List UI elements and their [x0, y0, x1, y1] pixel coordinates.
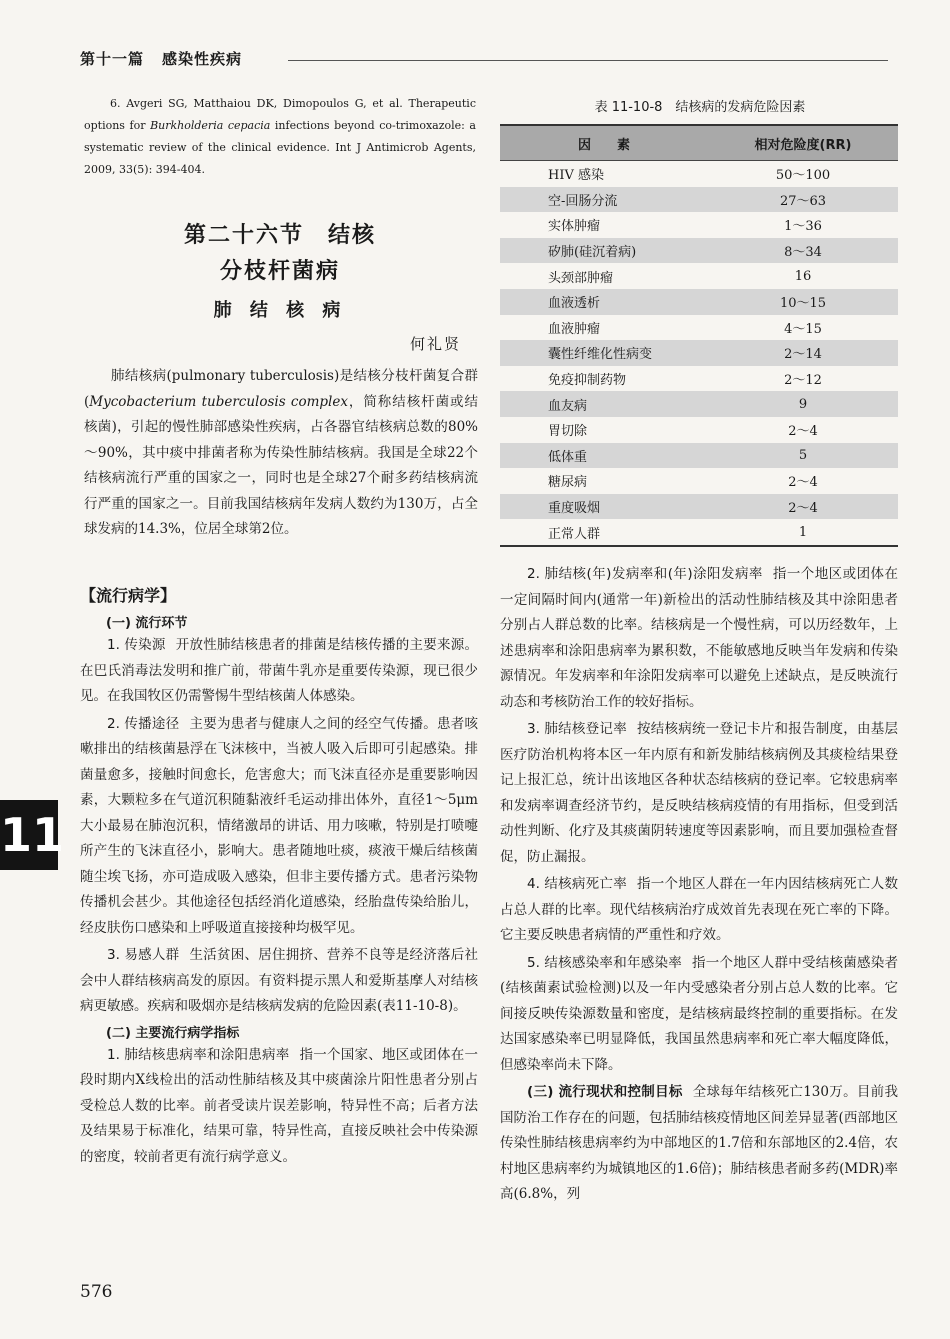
page-number: 576: [80, 1282, 113, 1302]
lead-susceptible: 3. 易感人群: [107, 947, 180, 963]
paragraph-transmission-route: [80, 712, 478, 942]
col-rr-header: 相对危险度(RR): [708, 125, 898, 161]
factor-cell: 头颈部肿瘤: [548, 270, 614, 286]
factor-cell: 重度吸烟: [500, 494, 708, 520]
lead-registration: 3. 肺结核登记率: [527, 721, 627, 737]
intro-paragraph: [84, 364, 478, 543]
paragraph-registration: [500, 717, 898, 870]
lead-infection-rate: 5. 结核感染率和年感染率: [527, 954, 682, 971]
left-column-epidemiology: [80, 583, 478, 1170]
intro-part2: ，简称结核杆菌或结核菌)，引起的慢性肺部感染性疾病，占各器官结核病总数的80%～90%，其中痰中排菌者称为传染性肺结核病。我国是全球22个结核病流行严重的国家之一，同时也是全球27个耐多药结核病流行严重的国家之一。目前我国结核病年发病人数约为130万，占全球发病的14.3%，位居全球第2位。: [84, 393, 478, 537]
header-title: 感染性疾病: [162, 50, 243, 68]
factor-cell: 血液肿瘤: [548, 321, 601, 337]
text-infection-source: 开放性肺结核患者的排菌是结核传播的主要来源。在巴氏消毒法发明和推广前，带菌牛乳亦是重要传染源，现已很少见。在我国牧区仍需警惕牛型结核菌人体感染。: [80, 637, 479, 704]
rr-cell: 8～34: [708, 238, 898, 264]
table-row: [500, 212, 898, 238]
rr-cell: 2～4: [708, 494, 898, 520]
factor-cell: HIV 感染: [548, 168, 604, 184]
text-mortality: 指一个地区人群在一年内因结核病死亡人数占总人群的比率。现代结核病治疗成效首先表现在死亡率的下降。它主要反映患者病情的严重性和疗效。: [500, 876, 899, 943]
text-susceptible: 生活贫困、居住拥挤、营养不良等是经济落后社会中人群结核病高发的原因。有资料提示黑人和爱斯基摩人对结核病更敏感。疾病和吸烟亦是结核病发病的危险因素(表11-10-8)。: [80, 947, 478, 1014]
rr-cell: 1～36: [784, 219, 822, 235]
col-factor-header: 因 素: [500, 125, 708, 161]
table-row: [500, 263, 898, 289]
lead-mortality: 4. 结核病死亡率: [527, 876, 627, 892]
table-caption: 表 11-10-8 结核病的发病危险因素: [594, 100, 806, 115]
rr-cell: 50～100: [775, 168, 831, 184]
table-row: [500, 494, 898, 520]
factor-cell: 血液透析: [500, 289, 708, 315]
paragraph-mortality: [500, 872, 898, 949]
reference-text-a: Avgeri SG, Matthaiou DK, Dimopoulos G, et al. Therapeutic options for: [84, 97, 476, 132]
rr-cell: 9: [708, 391, 898, 417]
lead-prevalence: 1. 肺结核患病率和涂阳患病率: [107, 1046, 290, 1063]
table-row: [500, 238, 898, 264]
rr-cell: 10～15: [708, 289, 898, 315]
paragraph-infection-rate: [500, 951, 898, 1079]
subheading-indicators: (二) 主要流行病学指标: [106, 1025, 240, 1041]
subheading-transmission: (一) 流行环节: [106, 616, 188, 631]
table-row: [500, 391, 898, 417]
table-row: [500, 161, 898, 187]
intro-italic: Mycobacterium tuberculosis complex: [89, 393, 348, 410]
factor-cell: 胃切除: [548, 424, 588, 440]
right-column-text: [500, 562, 898, 1208]
rr-cell: 2～4: [788, 424, 818, 440]
lead-transmission-route: 2. 传播途径: [107, 715, 180, 732]
rr-cell: 1: [708, 519, 898, 546]
factor-cell: 正常人群: [500, 519, 708, 546]
paragraph-status: [500, 1080, 898, 1208]
text-status: 全球每年结核死亡130万。目前我国防治工作存在的问题，包括肺结核疫情地区间差异显著(西部地区传染性肺结核患病率约为中部地区的1.7倍和东部地区的2.4倍，农村地区患病率约为城镇地区的1.6倍)；肺结核患者耐多药(MDR)率高(6.8%，列: [500, 1084, 898, 1202]
rr-cell: 27～63: [708, 187, 898, 213]
rr-cell: 5: [708, 443, 898, 469]
paragraph-prevalence: [80, 1043, 478, 1171]
text-incidence: 指一个地区或团体在一定间隔时间内(通常一年)新检出的活动性肺结核及其中涂阳患者分别占人群总数的比率。结核病是一个慢性病，可以历经数年，上述患病率和涂阳患病率为累积数，不能敏感地反映当年发病和传染源情况。年发病率和年涂阳发病率可以避免上述缺点，是反映流行动态和考核防治工作的较好指标。: [500, 566, 898, 710]
section-title-line1: 第二十六节 结核: [183, 222, 376, 248]
factor-cell: 空-回肠分流: [500, 187, 708, 213]
reference-italic: Burkholderia cepacia: [150, 119, 271, 132]
factor-cell: 实体肿瘤: [548, 219, 601, 235]
factor-cell: 低体重: [500, 443, 708, 469]
paragraph-susceptible: [80, 943, 478, 1020]
header-rule: [288, 60, 888, 61]
factor-cell: 糖尿病: [548, 475, 588, 491]
table-row: [500, 289, 898, 315]
reference-entry: [84, 93, 476, 181]
paragraph-incidence: [500, 562, 898, 715]
rr-cell: 4～15: [784, 321, 822, 337]
table-row: [500, 443, 898, 469]
intro-part1: 肺结核病(pulmonary tuberculosis)是结核分枝杆菌复合群(: [84, 368, 478, 410]
table-row: [500, 417, 898, 443]
section-subtitle: 肺 结 核 病: [213, 300, 347, 321]
table-row: [500, 315, 898, 341]
chapter-tab: 11: [0, 800, 58, 870]
lead-status: (三) 流行现状和控制目标: [527, 1084, 683, 1100]
lead-incidence: 2. 肺结核(年)发病率和(年)涂阳发病率: [527, 566, 763, 582]
rr-cell: 2～4: [788, 475, 818, 491]
rr-cell: 16: [794, 268, 812, 284]
epidemiology-heading: 【流行病学】: [80, 586, 177, 605]
text-registration: 按结核病统一登记卡片和报告制度，由基层医疗防治机构将本区一年内原有和新发肺结核病例及其痰检结果登记上报汇总，统计出该地区各种状态结核病的登记率。它较患病率和发病率调查经济节约，是反映结核病疫情的有用指标，但受到活动性判断、化疗及其痰菌阴转速度等因素影响，而且要加强检查督促，防止漏报。: [500, 721, 899, 865]
risk-factor-table: [500, 124, 898, 547]
table-row: [500, 340, 898, 366]
text-prevalence: 指一个国家、地区或团体在一段时期内X线检出的活动性肺结核及其中痰菌涂片阳性患者分别占受检总人数的比率。前者受读片误差影响，特异性不高；后者方法及结果易于标准化，结果可靠，特异性高，直接反映社会中传染源的密度，较前者更有流行病学意义。: [80, 1046, 479, 1165]
reference-number: 6.: [110, 97, 121, 110]
table-header-row: [500, 125, 898, 161]
table-row: [500, 468, 898, 494]
paragraph-infection-source: [80, 633, 478, 710]
text-transmission-route: 主要为患者与健康人之间的经空气传播。患者咳嗽排出的结核菌悬浮在飞沫核中，当被人吸入后即可引起感染。排菌量愈多，接触时间愈长，危害愈大；而飞沫直径亦是重要影响因素，大颗粒多在气道沉积随黏液纤毛运动排出体外，直径1～5μm大小最易在肺泡沉积，情绪激昂的讲话、用力咳嗽，特别是打喷嚏所产生的飞沫直径小，影响大。患者随地吐痰，痰液干燥后结核菌随尘埃飞扬，亦可造成吸入感染，但非主要传播方式。患者污染物传播机会甚少。其他途径包括经消化道感染，经胎盘传染给胎儿，经皮肤伤口感染和上呼吸道直接接种均极罕见。: [80, 715, 478, 936]
text-infection-rate: 指一个地区人群中受结核菌感染者(结核菌素试验检测)以及一年内受感染者分别占总人数的比率。它间接反映传染源数量和密度，是结核病最终控制的重要指标。在发达国家感染率已明显降低，我国虽然患病率和死亡率大幅度降低，但感染率尚未下降。: [500, 954, 899, 1073]
lead-infection-source: 1. 传染源: [107, 637, 166, 653]
factor-cell: 血友病: [500, 391, 708, 417]
reference-text-b: infections beyond co-trimoxazole: a systematic review of the clinical evidence. Int J Antimicrob Agents, 2009, 33(5): 394-404.: [84, 119, 476, 176]
table-row: [500, 366, 898, 392]
factor-cell: 囊性纤维化性病变: [500, 340, 708, 366]
rr-cell: 2～14: [708, 340, 898, 366]
header-part: 第十一篇: [80, 50, 145, 68]
rr-cell: 2～12: [784, 373, 822, 389]
author: 何礼贤: [410, 335, 462, 353]
table-row: [500, 519, 898, 546]
factor-cell: 免疫抑制药物: [548, 373, 627, 389]
section-title-line2: 分枝杆菌病: [219, 258, 340, 284]
running-header: [80, 48, 260, 69]
table-row: [500, 187, 898, 213]
factor-cell: 矽肺(硅沉着病): [500, 238, 708, 264]
